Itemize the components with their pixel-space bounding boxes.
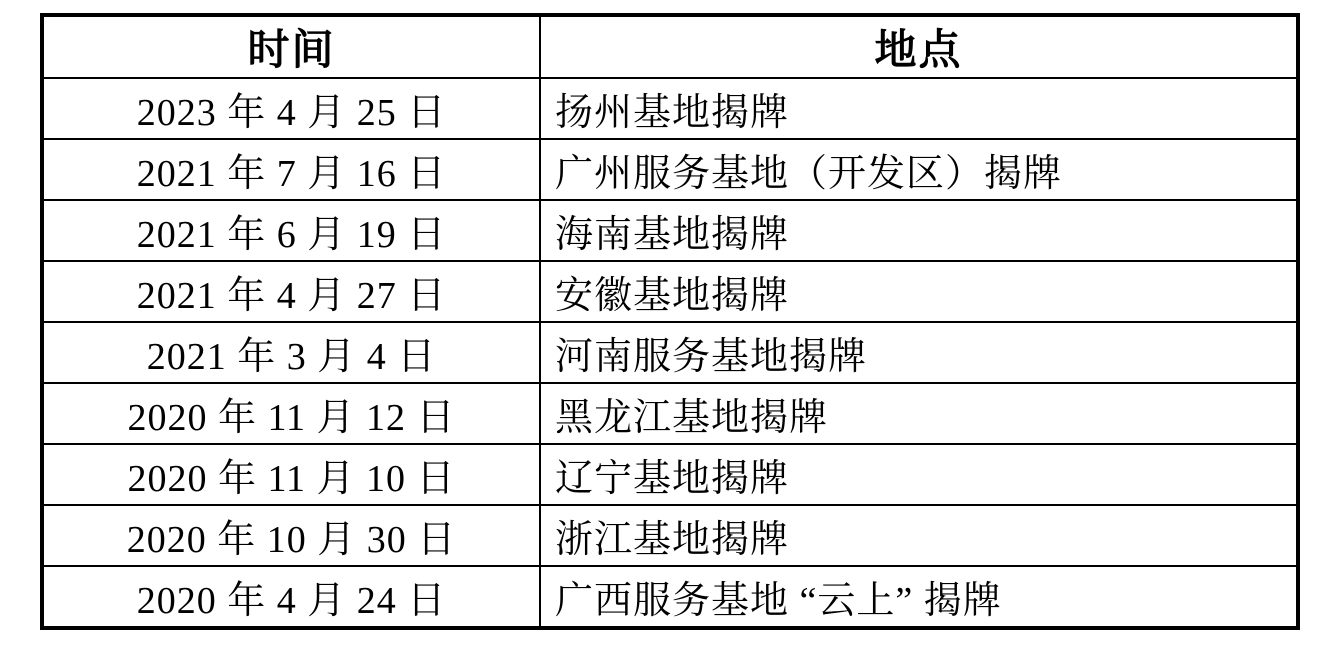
location-cell: 辽宁基地揭牌 — [540, 444, 1298, 505]
table-row — [42, 139, 1298, 200]
time-cell: 2021 年 6 月 19 日 — [42, 200, 540, 261]
location-cell: 浙江基地揭牌 — [540, 505, 1298, 566]
table-header-row — [42, 15, 1298, 78]
time-cell: 2020 年 10 月 30 日 — [42, 505, 540, 566]
table-row — [42, 322, 1298, 383]
table-row — [42, 505, 1298, 566]
time-cell: 2021 年 4 月 27 日 — [42, 261, 540, 322]
location-cell: 扬州基地揭牌 — [540, 78, 1298, 139]
table-body — [42, 78, 1298, 628]
location-column-header: 地点 — [540, 15, 1298, 78]
table-row — [42, 444, 1298, 505]
table-row — [42, 383, 1298, 444]
table-row — [42, 566, 1298, 628]
table-row — [42, 261, 1298, 322]
location-cell: 海南基地揭牌 — [540, 200, 1298, 261]
time-cell: 2021 年 3 月 4 日 — [42, 322, 540, 383]
time-cell: 2023 年 4 月 25 日 — [42, 78, 540, 139]
unveiling-schedule-table — [40, 13, 1300, 630]
location-cell: 广州服务基地（开发区）揭牌 — [540, 139, 1298, 200]
location-cell: 黑龙江基地揭牌 — [540, 383, 1298, 444]
table-row — [42, 78, 1298, 139]
time-cell: 2020 年 11 月 10 日 — [42, 444, 540, 505]
time-cell: 2021 年 7 月 16 日 — [42, 139, 540, 200]
time-column-header: 时间 — [42, 15, 540, 78]
location-cell: 广西服务基地 “云上” 揭牌 — [540, 566, 1298, 628]
location-cell: 安徽基地揭牌 — [540, 261, 1298, 322]
time-cell: 2020 年 11 月 12 日 — [42, 383, 540, 444]
time-cell: 2020 年 4 月 24 日 — [42, 566, 540, 628]
table-row — [42, 200, 1298, 261]
location-cell: 河南服务基地揭牌 — [540, 322, 1298, 383]
